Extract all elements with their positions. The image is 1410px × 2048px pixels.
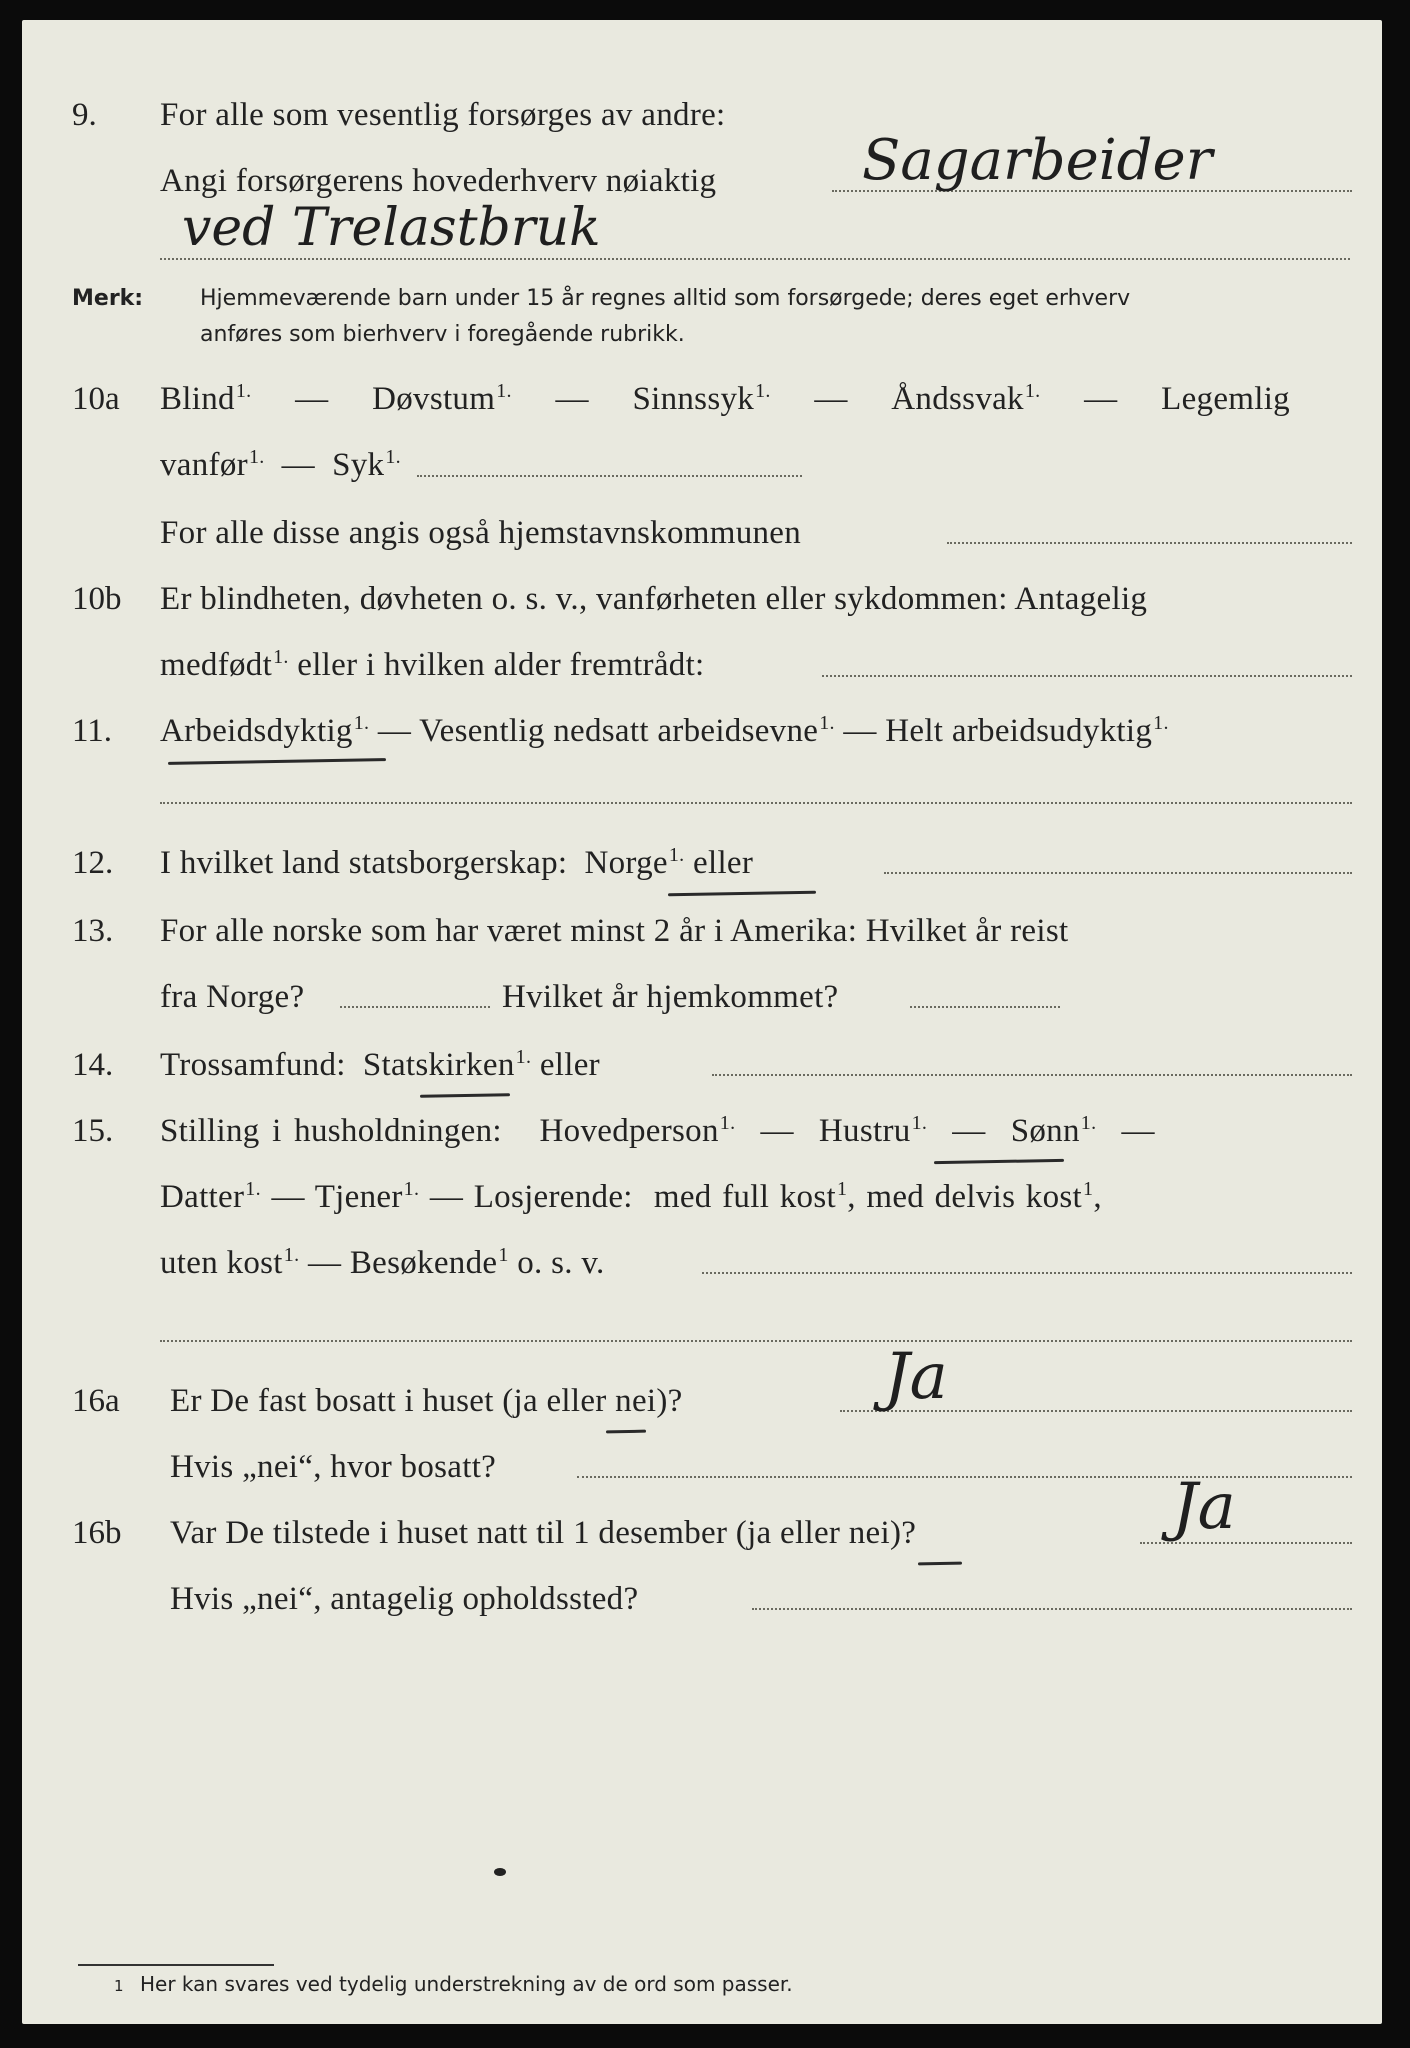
q14-answer-line bbox=[712, 1074, 1352, 1076]
q16b-line2: Hvis „nei“, antagelig opholdssted? bbox=[170, 1581, 639, 1617]
q16b-handwritten-answer: Ja bbox=[1172, 1470, 1236, 1544]
opt-blind: Blind bbox=[160, 381, 235, 417]
opt-arbeidsdyktig: Arbeidsdyktig bbox=[160, 713, 353, 749]
q15-number: 15. bbox=[72, 1113, 114, 1149]
opt-norge: Norge bbox=[584, 845, 668, 881]
underline-norge bbox=[668, 891, 816, 897]
q10a-line2: vanfør$^{1.}$ — Syk$^{1.}$ bbox=[160, 446, 401, 483]
merk-line1: Hjemmeværende barn under 15 år regnes alltid som forsørgede; deres eget erhverv bbox=[200, 286, 1131, 311]
opt-hovedperson: Hovedperson bbox=[539, 1113, 719, 1149]
merk-label: Merk: bbox=[72, 286, 144, 311]
opt-syk: Syk bbox=[332, 447, 385, 483]
q9-line2: Angi forsørgerens hovederhverv nøiaktig bbox=[160, 163, 717, 199]
q10a-answer-line bbox=[417, 475, 802, 477]
opt-dovstum: Døvstum bbox=[372, 381, 496, 417]
ink-spot bbox=[494, 1868, 506, 1876]
q16b-opholdssted-line bbox=[752, 1608, 1352, 1610]
footnote-text: Her kan svares ved tydelig understrekning av de ord som passer. bbox=[140, 1972, 793, 1996]
opt-vanfor: vanfør bbox=[160, 447, 248, 483]
q11-line: Arbeidsdyktig$^{1.}$ — Vesentlig nedsatt arbeidsevne$^{1.}$ — Helt arbeidsudyktig$^{1.}$ bbox=[160, 712, 1169, 749]
q16b-number: 16b bbox=[72, 1515, 122, 1551]
opt-sinnssyk: Sinnssyk bbox=[632, 381, 755, 417]
underline-hustru bbox=[934, 1159, 1064, 1164]
q12-line: I hvilket land statsborgerskap: Norge$^{1.}$ eller bbox=[160, 844, 754, 881]
q15-line2: Datter$^{1.}$ — Tjener$^{1.}$ — Losjerende: med full kost$^1$, med delvis kost$^1$, bbox=[160, 1178, 1102, 1215]
census-form-page bbox=[22, 20, 1382, 2024]
opt-legemlig: Legemlig bbox=[1161, 381, 1290, 417]
merk-line2: anføres som bierhverv i foregående rubrikk. bbox=[200, 322, 685, 347]
q10b-line1: Er blindheten, døvheten o. s. v., vanførheten eller sykdommen: Antagelig bbox=[160, 581, 1148, 617]
q9-line1: For alle som vesentlig forsørges av andre: bbox=[160, 97, 726, 133]
q9-answer-line-2 bbox=[160, 258, 1350, 260]
q9-handwritten-answer-2: ved Trelastbruk bbox=[182, 198, 601, 258]
q10a-line3: For alle disse angis også hjemstavnskommunen bbox=[160, 515, 802, 551]
q10b-answer-line bbox=[822, 675, 1352, 677]
q16a-line2: Hvis „nei“, hvor bosatt? bbox=[170, 1449, 497, 1485]
q10b-number: 10b bbox=[72, 581, 122, 617]
q12-number: 12. bbox=[72, 845, 114, 881]
underline-ja-16b bbox=[918, 1562, 962, 1566]
q16b-line1: Var De tilstede i huset natt til 1 desember (ja eller nei)? bbox=[170, 1515, 917, 1551]
q15-line3: uten kost$^{1.}$ — Besøkende$^1$ o. s. v. bbox=[160, 1244, 605, 1281]
q13-line1: For alle norske som har været minst 2 år i Amerika: Hvilket år reist bbox=[160, 913, 1069, 949]
underline-ja-16a bbox=[606, 1430, 646, 1434]
q14-line: Trossamfund: Statskirken$^{1.}$ eller bbox=[160, 1046, 600, 1083]
q16a-line1: Er De fast bosatt i huset (ja eller nei)? bbox=[170, 1383, 683, 1419]
underline-statskirken bbox=[420, 1093, 510, 1098]
q9-number: 9. bbox=[72, 97, 97, 133]
q15-answer-line-2 bbox=[160, 1340, 1352, 1342]
q14-number: 14. bbox=[72, 1047, 114, 1083]
footnote-rule bbox=[78, 1964, 274, 1966]
q9-handwritten-answer-1: Sagarbeider bbox=[862, 128, 1213, 193]
opt-statskirken: Statskirken bbox=[362, 1047, 515, 1083]
q11-answer-line bbox=[160, 802, 1352, 804]
opt-andssvak: Åndssvak bbox=[891, 381, 1024, 417]
q13-hjemkommet-line bbox=[910, 1006, 1060, 1008]
q16a-number: 16a bbox=[72, 1383, 120, 1419]
opt-sonn: Sønn bbox=[1010, 1113, 1080, 1149]
q10a-hjemstavn-line bbox=[947, 542, 1352, 544]
q11-number: 11. bbox=[72, 713, 113, 749]
q10a-number: 10a bbox=[72, 381, 120, 417]
opt-hustru: Hustru bbox=[818, 1113, 911, 1149]
q13-number: 13. bbox=[72, 913, 114, 949]
q13-reist-line bbox=[340, 1006, 490, 1008]
q12-answer-line bbox=[884, 872, 1352, 874]
q15-line1: Stilling i husholdningen: Hovedperson$^{1.}$ — Hustru$^{1.}$ — Sønn$^{1.}$ — bbox=[160, 1112, 1155, 1149]
footnote-mark: 1 bbox=[114, 1977, 124, 1995]
q10a-line1: Blind$^{1.}$ — Døvstum$^{1.}$ — Sinnssyk$^{1.}$ — Åndssvak$^{1.}$ — Legemlig bbox=[160, 380, 1290, 417]
q13-line2a: fra Norge? bbox=[160, 979, 305, 1015]
q13-line2b: Hvilket år hjemkommet? bbox=[502, 979, 839, 1015]
underline-arbeidsdyktig bbox=[168, 758, 386, 765]
q16a-handwritten-answer: Ja bbox=[884, 1340, 948, 1414]
q15-answer-line bbox=[702, 1272, 1352, 1274]
q10b-line2: medfødt$^{1.}$ eller i hvilken alder fremtrådt: bbox=[160, 646, 705, 683]
